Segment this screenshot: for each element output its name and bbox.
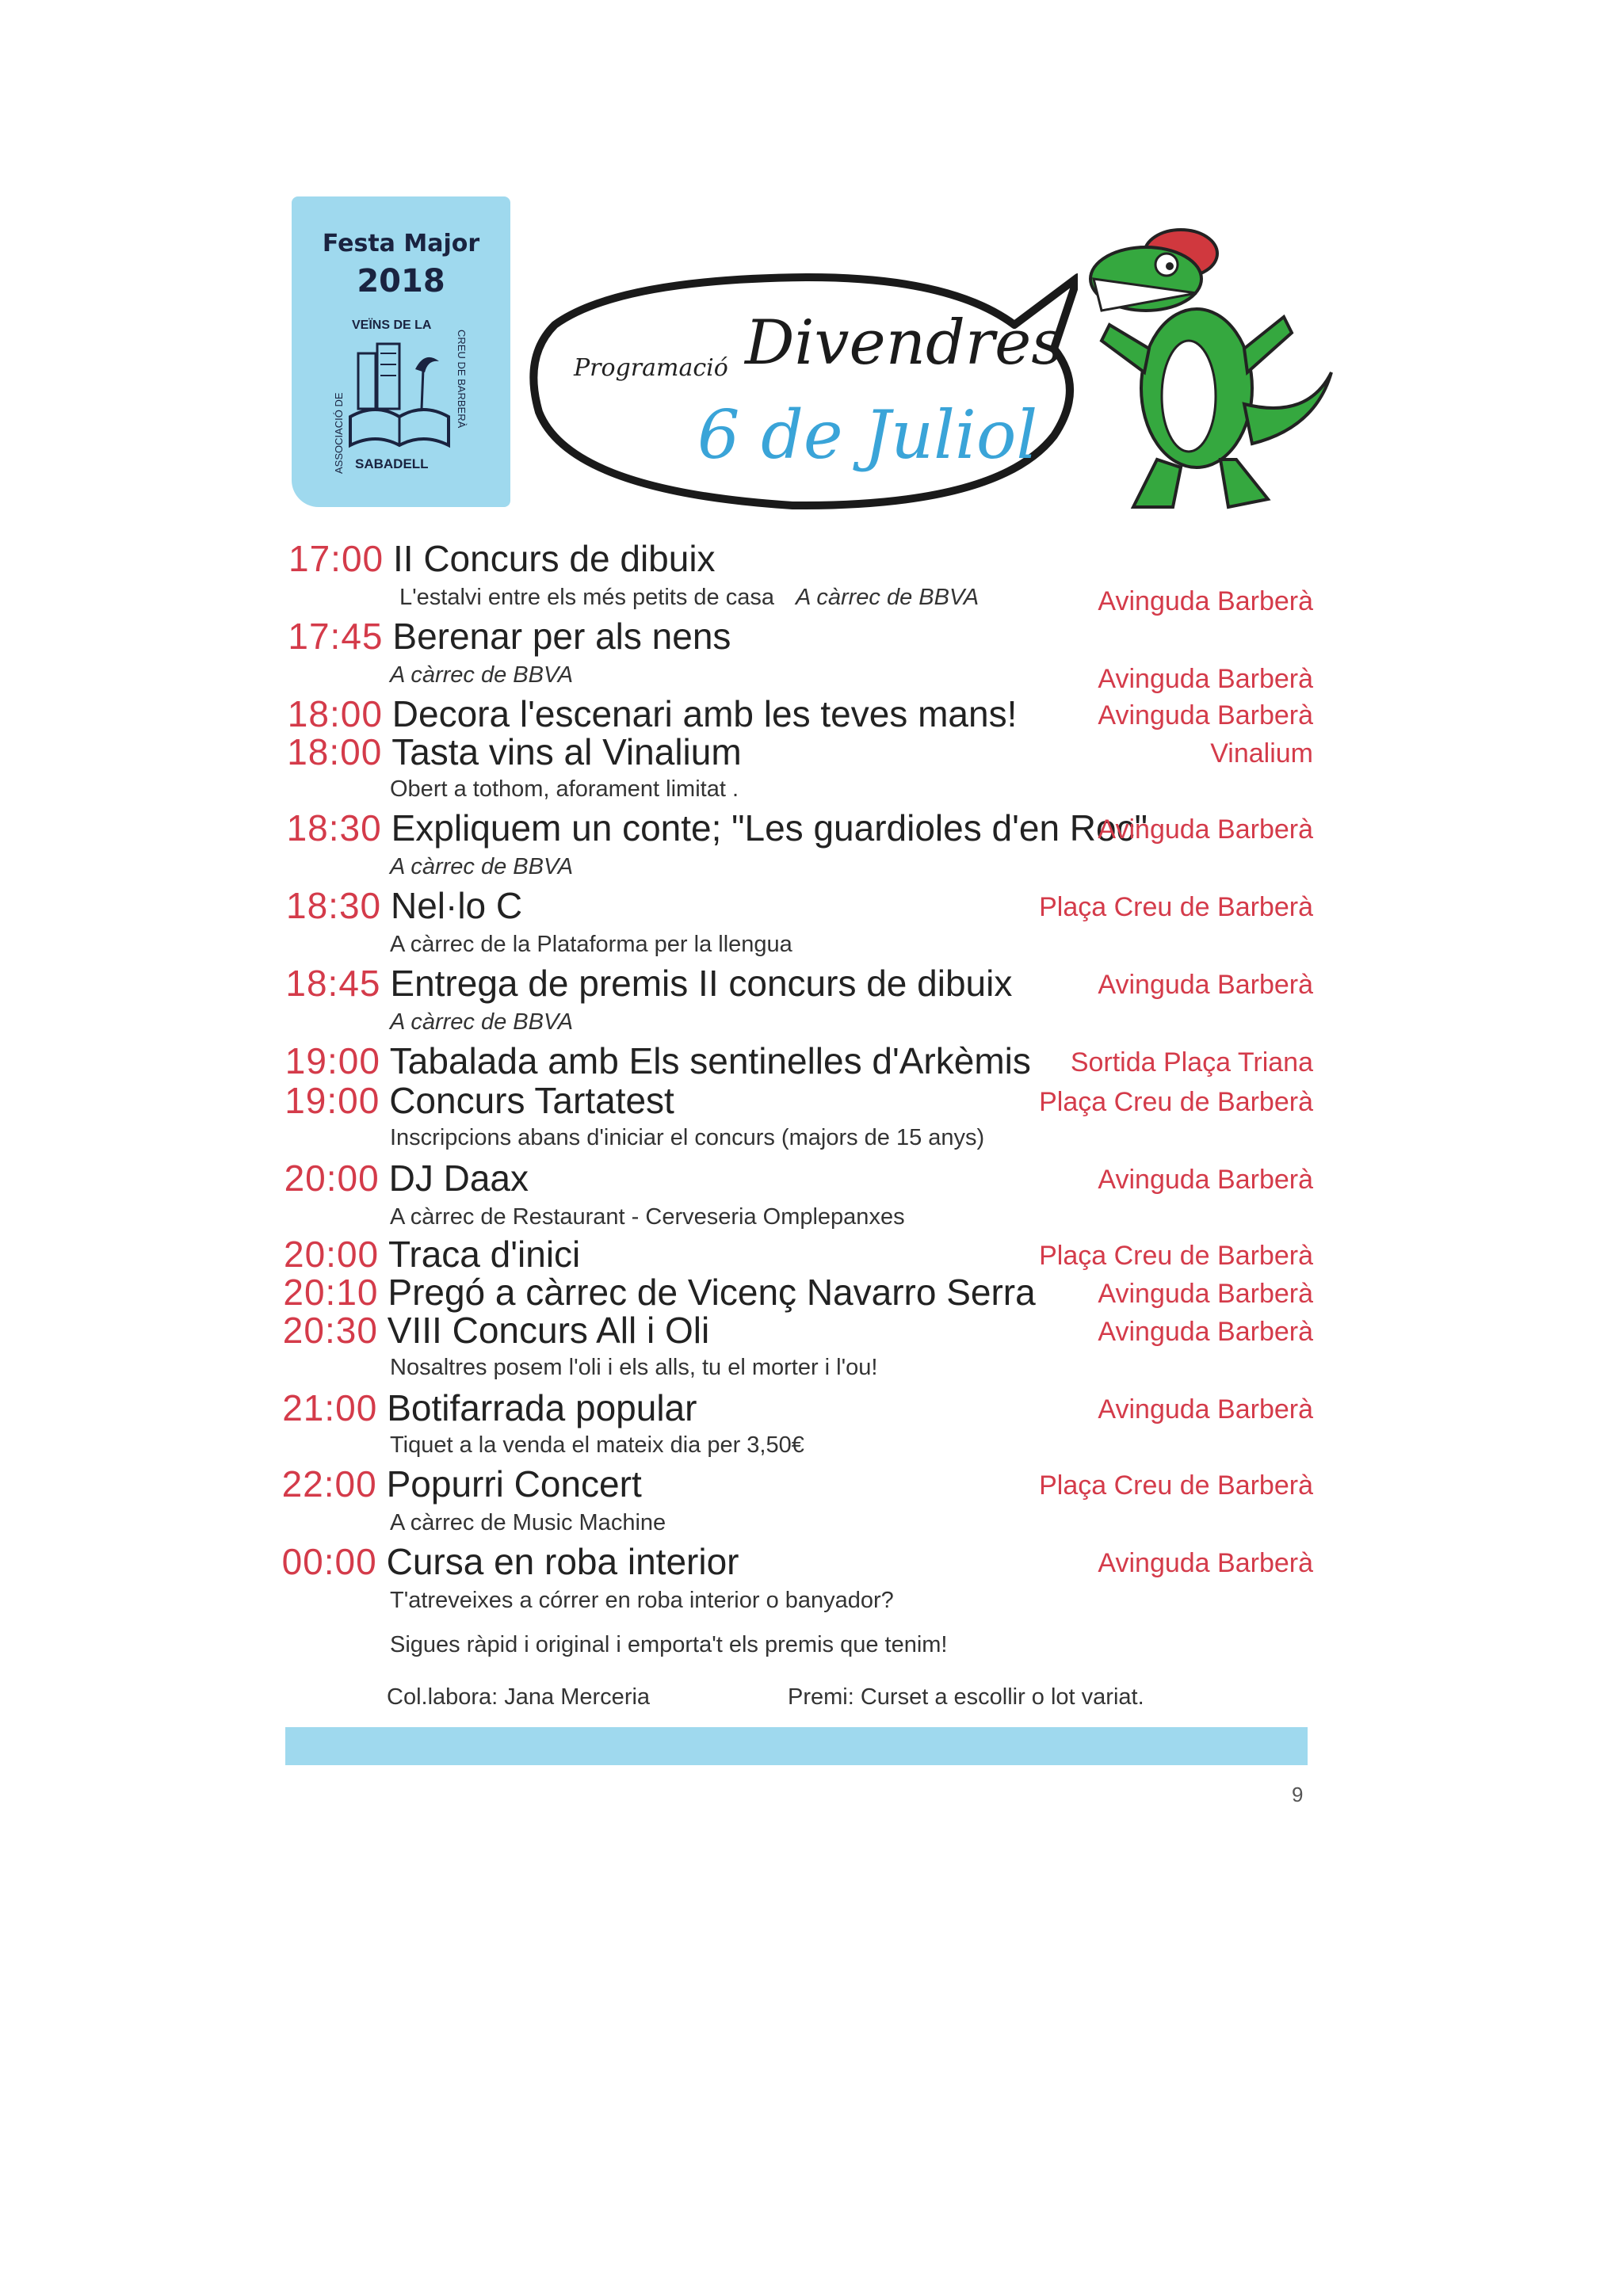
event-time: 17:45 — [288, 616, 384, 657]
event-location: Avinguda Barberà — [1098, 1394, 1313, 1425]
event-title: DJ Daax — [388, 1158, 529, 1199]
day-heading: Divendres — [745, 307, 1064, 379]
event-subtitle: L'estalvi entre els més petits de casa — [399, 585, 774, 610]
event-time: 17:00 — [288, 538, 384, 579]
event-title: Entrega de premis II concurs de dibuix — [390, 963, 1013, 1004]
logo-top-text: VEÏNS DE LA — [352, 318, 432, 332]
event-title: Traca d'inici — [388, 1234, 581, 1275]
event-time: 18:30 — [286, 885, 382, 926]
event-title: Botifarrada popular — [387, 1387, 697, 1428]
event-location: Avinguda Barberà — [1098, 814, 1313, 845]
event-time: 18:00 — [287, 693, 383, 734]
logo-left-text: ASSOCIACIÓ DE — [333, 392, 345, 474]
event-subtitle: Inscripcions abans d'iniciar el concurs (majors de 15 anys) — [390, 1125, 985, 1150]
event-time: 20:00 — [284, 1158, 380, 1199]
event-time: 19:00 — [285, 1080, 380, 1121]
event-location: Avinguda Barberà — [1098, 1548, 1313, 1578]
page-number: 9 — [1292, 1783, 1304, 1806]
event-location: Plaça Creu de Barberà — [1039, 1241, 1313, 1271]
event-location: Avinguda Barberà — [1098, 1279, 1313, 1309]
event-title: Popurri Concert — [386, 1463, 642, 1505]
event-title: Expliquem un conte; "Les guardioles d'en Roc" — [391, 807, 1148, 849]
footer-bar — [285, 1727, 1308, 1765]
event-time: 18:30 — [286, 807, 382, 849]
event-subtitle: A càrrec de BBVA — [390, 662, 574, 688]
collaborator-note: Col.labora: Jana Merceria — [387, 1684, 651, 1710]
event-subtitle: A càrrec de BBVA — [390, 1009, 574, 1035]
event-subtitle: A càrrec de Restaurant - Cerveseria Omplepanxes — [390, 1204, 905, 1230]
event-subtitle: A càrrec de la Plataforma per la llengua — [390, 932, 792, 957]
event-time: 18:00 — [287, 731, 383, 772]
programacio-label: Programació — [574, 354, 728, 382]
event-location: Avinguda Barberà — [1098, 700, 1313, 730]
event-time: 19:00 — [285, 1040, 380, 1081]
event-location: Plaça Creu de Barberà — [1039, 892, 1313, 922]
event-time: 20:30 — [282, 1310, 378, 1351]
event-title: Decora l'escenari amb les teves mans! — [391, 693, 1018, 734]
badge-title: Festa Major — [322, 230, 480, 257]
event-title: Berenar per als nens — [392, 616, 731, 657]
event-location: Avinguda Barberà — [1098, 970, 1313, 1000]
logo-bottom-text: SABADELL — [355, 456, 429, 471]
event-subtitle: Obert a tothom, aforament limitat . — [390, 776, 739, 802]
event-title: Nel·lo C — [391, 885, 523, 926]
event-title: Cursa en roba interior — [386, 1541, 739, 1582]
event-subtitle: Tiquet a la venda el mateix dia per 3,50€ — [390, 1432, 804, 1458]
event-location: Avinguda Barberà — [1098, 664, 1313, 694]
logo-right-text: CREU DE BARBERÀ — [456, 330, 468, 429]
event-time: 21:00 — [282, 1387, 378, 1428]
prize-note: Premi: Curset a escollir o lot variat. — [788, 1684, 1144, 1710]
event-subtitle: Sigues ràpid i original i emporta't els premis que tenim! — [390, 1632, 948, 1657]
event-title: Tabalada amb Els sentinelles d'Arkèmis — [389, 1040, 1031, 1081]
event-title: VIII Concurs All i Oli — [387, 1310, 710, 1351]
event-location: Plaça Creu de Barberà — [1039, 1087, 1313, 1117]
event-location: Sortida Plaça Triana — [1070, 1047, 1313, 1077]
badge-year: 2018 — [357, 263, 445, 299]
event-subtitle-extra: A càrrec de BBVA — [796, 585, 980, 610]
event-subtitle: T'atreveixes a córrer en roba interior o banyador? — [390, 1588, 894, 1613]
event-location: Avinguda Barberà — [1098, 1165, 1313, 1195]
event-time: 18:45 — [285, 963, 381, 1004]
event-time: 20:00 — [284, 1234, 380, 1275]
date-heading: 6 de Juliol — [697, 396, 1038, 474]
event-time: 00:00 — [281, 1541, 377, 1582]
event-subtitle: A càrrec de BBVA — [390, 854, 574, 879]
event-subtitle: A càrrec de Music Machine — [390, 1510, 666, 1535]
event-title: II Concurs de dibuix — [393, 538, 716, 579]
event-subtitle: Nosaltres posem l'oli i els alls, tu el morter i l'ou! — [390, 1355, 878, 1380]
event-time: 20:10 — [283, 1272, 379, 1313]
event-title: Tasta vins al Vinalium — [391, 731, 742, 772]
event-location: Vinalium — [1210, 738, 1313, 769]
event-location: Avinguda Barberà — [1098, 1317, 1313, 1347]
event-location: Plaça Creu de Barberà — [1039, 1470, 1313, 1501]
event-title: Pregó a càrrec de Vicenç Navarro Serra — [388, 1272, 1036, 1313]
event-title: Concurs Tartatest — [389, 1080, 674, 1121]
event-time: 22:00 — [281, 1463, 377, 1505]
event-location: Avinguda Barberà — [1098, 586, 1313, 616]
